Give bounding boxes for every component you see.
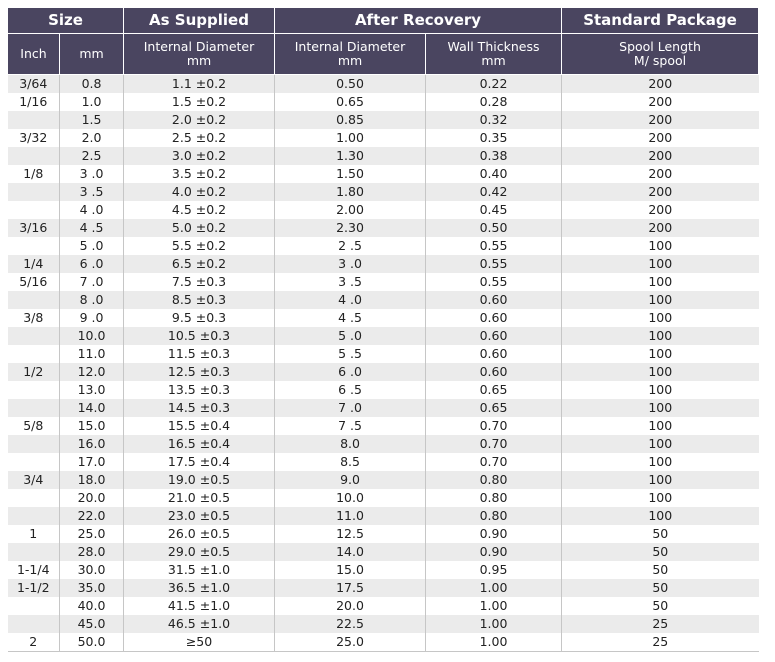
cell-inch: 5/16 [8,273,60,291]
cell-recovered-id: 0.85 [275,111,426,129]
cell-recovered-id: 15.0 [275,561,426,579]
cell-wall-thickness: 0.60 [426,327,562,345]
cell-mm: 9 .0 [60,309,124,327]
cell-wall-thickness: 0.42 [426,183,562,201]
cell-mm: 11.0 [60,345,124,363]
cell-mm: 3 .5 [60,183,124,201]
table-row [8,561,759,579]
table-row [8,255,759,273]
cell-mm: 18.0 [60,471,124,489]
cell-spool-length: 100 [562,273,759,291]
cell-recovered-id: 25.0 [275,633,426,652]
cell-recovered-id: 0.50 [275,75,426,94]
cell-inch: 3/32 [8,129,60,147]
cell-wall-thickness: 0.60 [426,309,562,327]
cell-supplied-id: 36.5 ±1.0 [124,579,275,597]
table-row [8,219,759,237]
cell-supplied-id: 2.0 ±0.2 [124,111,275,129]
cell-mm: 13.0 [60,381,124,399]
cell-mm: 4 .5 [60,219,124,237]
table-row [8,201,759,219]
cell-supplied-id: 6.5 ±0.2 [124,255,275,273]
header-standard-package: Standard Package [562,8,759,34]
table-row [8,147,759,165]
table-row [8,579,759,597]
cell-supplied-id: 5.0 ±0.2 [124,219,275,237]
cell-inch: 3/4 [8,471,60,489]
cell-spool-length: 100 [562,363,759,381]
cell-inch [8,147,60,165]
cell-recovered-id: 6 .5 [275,381,426,399]
cell-mm: 15.0 [60,417,124,435]
cell-spool-length: 100 [562,453,759,471]
cell-inch [8,201,60,219]
table-body [8,75,759,652]
cell-supplied-id: 26.0 ±0.5 [124,525,275,543]
cell-supplied-id: 3.0 ±0.2 [124,147,275,165]
cell-inch [8,381,60,399]
cell-recovered-id: 9.0 [275,471,426,489]
cell-mm: 3 .0 [60,165,124,183]
cell-recovered-id: 8.5 [275,453,426,471]
cell-inch: 2 [8,633,60,652]
cell-mm: 10.0 [60,327,124,345]
cell-wall-thickness: 0.90 [426,543,562,561]
cell-inch [8,183,60,201]
cell-mm: 1.0 [60,93,124,111]
cell-inch [8,327,60,345]
cell-spool-length: 200 [562,183,759,201]
table-row [8,597,759,615]
cell-mm: 17.0 [60,453,124,471]
cell-mm: 12.0 [60,363,124,381]
cell-inch: 3/64 [8,75,60,94]
cell-inch [8,399,60,417]
cell-supplied-id: 10.5 ±0.3 [124,327,275,345]
cell-spool-length: 100 [562,237,759,255]
cell-wall-thickness: 0.80 [426,489,562,507]
cell-supplied-id: 14.5 ±0.3 [124,399,275,417]
spool-length-unit: M/ spool [633,53,687,68]
cell-recovered-id: 7 .0 [275,399,426,417]
cell-inch: 1-1/2 [8,579,60,597]
cell-supplied-id: 41.5 ±1.0 [124,597,275,615]
cell-wall-thickness: 0.55 [426,237,562,255]
table-row [8,543,759,561]
cell-wall-thickness: 0.22 [426,75,562,94]
wall-thickness-label: Wall Thickness [447,39,540,54]
cell-wall-thickness: 0.95 [426,561,562,579]
cell-spool-length: 100 [562,327,759,345]
cell-supplied-id: 2.5 ±0.2 [124,129,275,147]
cell-spool-length: 25 [562,615,759,633]
table-row [8,381,759,399]
cell-recovered-id: 8.0 [275,435,426,453]
cell-supplied-id: 13.5 ±0.3 [124,381,275,399]
cell-inch: 1/16 [8,93,60,111]
cell-inch: 3/8 [8,309,60,327]
cell-wall-thickness: 0.60 [426,363,562,381]
cell-wall-thickness: 0.40 [426,165,562,183]
header-size: Size [8,8,124,34]
cell-supplied-id: ≥50 [124,633,275,652]
cell-supplied-id: 1.1 ±0.2 [124,75,275,94]
cell-spool-length: 50 [562,597,759,615]
cell-recovered-id: 1.80 [275,183,426,201]
cell-wall-thickness: 0.35 [426,129,562,147]
cell-wall-thickness: 0.60 [426,291,562,309]
cell-spool-length: 50 [562,579,759,597]
cell-recovered-id: 14.0 [275,543,426,561]
cell-recovered-id: 4 .0 [275,291,426,309]
cell-wall-thickness: 0.65 [426,381,562,399]
cell-inch: 1 [8,525,60,543]
cell-mm: 5 .0 [60,237,124,255]
cell-inch [8,615,60,633]
cell-mm: 2.5 [60,147,124,165]
cell-wall-thickness: 0.90 [426,525,562,543]
cell-supplied-id: 11.5 ±0.3 [124,345,275,363]
cell-wall-thickness: 1.00 [426,579,562,597]
subheader-supplied-id [124,34,275,75]
cell-spool-length: 100 [562,291,759,309]
cell-inch [8,597,60,615]
table-row [8,183,759,201]
table-row [8,273,759,291]
cell-wall-thickness: 1.00 [426,615,562,633]
cell-spool-length: 100 [562,489,759,507]
cell-spool-length: 100 [562,435,759,453]
cell-mm: 28.0 [60,543,124,561]
table-row [8,309,759,327]
cell-wall-thickness: 0.60 [426,345,562,363]
cell-inch [8,543,60,561]
cell-spool-length: 100 [562,309,759,327]
cell-mm: 50.0 [60,633,124,652]
cell-mm: 35.0 [60,579,124,597]
cell-mm: 0.8 [60,75,124,94]
table-row [8,363,759,381]
table-row [8,507,759,525]
cell-supplied-id: 7.5 ±0.3 [124,273,275,291]
cell-inch [8,507,60,525]
cell-recovered-id: 1.50 [275,165,426,183]
cell-wall-thickness: 0.70 [426,435,562,453]
cell-wall-thickness: 0.55 [426,255,562,273]
cell-mm: 4 .0 [60,201,124,219]
cell-wall-thickness: 0.70 [426,453,562,471]
cell-spool-length: 100 [562,399,759,417]
cell-spool-length: 200 [562,165,759,183]
cell-spool-length: 200 [562,219,759,237]
cell-recovered-id: 3 .5 [275,273,426,291]
cell-spool-length: 200 [562,201,759,219]
cell-recovered-id: 12.5 [275,525,426,543]
subheader-recovered-id [275,34,426,75]
cell-wall-thickness: 0.70 [426,417,562,435]
wall-thickness-unit: mm [481,53,506,68]
cell-spool-length: 100 [562,471,759,489]
cell-recovered-id: 0.65 [275,93,426,111]
cell-mm: 7 .0 [60,273,124,291]
table-row [8,111,759,129]
cell-supplied-id: 21.0 ±0.5 [124,489,275,507]
cell-spool-length: 200 [562,111,759,129]
cell-wall-thickness: 0.50 [426,219,562,237]
cell-supplied-id: 12.5 ±0.3 [124,363,275,381]
cell-mm: 14.0 [60,399,124,417]
table-row [8,417,759,435]
cell-mm: 45.0 [60,615,124,633]
table-row [8,345,759,363]
cell-spool-length: 50 [562,561,759,579]
cell-inch: 5/8 [8,417,60,435]
table-row [8,75,759,94]
cell-recovered-id: 11.0 [275,507,426,525]
cell-wall-thickness: 0.32 [426,111,562,129]
cell-spool-length: 100 [562,345,759,363]
cell-inch [8,453,60,471]
cell-wall-thickness: 0.38 [426,147,562,165]
cell-spool-length: 50 [562,543,759,561]
subheader-wall-thickness [426,34,562,75]
cell-mm: 1.5 [60,111,124,129]
cell-wall-thickness: 0.80 [426,471,562,489]
subheader-inch: Inch [8,34,60,75]
cell-supplied-id: 46.5 ±1.0 [124,615,275,633]
subheader-mm: mm [60,34,124,75]
table-row [8,165,759,183]
table-row [8,489,759,507]
cell-recovered-id: 22.5 [275,615,426,633]
cell-inch: 1/2 [8,363,60,381]
cell-supplied-id: 4.5 ±0.2 [124,201,275,219]
supplied-id-unit: mm [186,53,212,68]
subheader-spool-length [562,34,759,75]
cell-mm: 16.0 [60,435,124,453]
cell-inch [8,435,60,453]
cell-supplied-id: 9.5 ±0.3 [124,309,275,327]
cell-inch [8,291,60,309]
cell-spool-length: 200 [562,75,759,94]
cell-supplied-id: 31.5 ±1.0 [124,561,275,579]
cell-inch: 1/8 [8,165,60,183]
cell-mm: 20.0 [60,489,124,507]
supplied-id-label: Internal Diameter [143,39,255,54]
spec-table-container [7,7,758,662]
cell-recovered-id: 6 .0 [275,363,426,381]
table-row [8,399,759,417]
cell-inch: 1/4 [8,255,60,273]
table-row [8,615,759,633]
recovered-id-label: Internal Diameter [294,39,406,54]
cell-wall-thickness: 0.65 [426,399,562,417]
cell-wall-thickness: 0.45 [426,201,562,219]
cell-supplied-id: 15.5 ±0.4 [124,417,275,435]
cell-recovered-id: 1.00 [275,129,426,147]
heat-shrink-spec-table [7,7,759,652]
cell-supplied-id: 4.0 ±0.2 [124,183,275,201]
cell-mm: 25.0 [60,525,124,543]
recovered-id-unit: mm [337,53,363,68]
cell-wall-thickness: 0.80 [426,507,562,525]
cell-mm: 6 .0 [60,255,124,273]
sub-header-row [8,34,759,75]
cell-spool-length: 100 [562,255,759,273]
cell-inch: 3/16 [8,219,60,237]
cell-supplied-id: 19.0 ±0.5 [124,471,275,489]
cell-mm: 22.0 [60,507,124,525]
cell-supplied-id: 5.5 ±0.2 [124,237,275,255]
cell-supplied-id: 1.5 ±0.2 [124,93,275,111]
spool-length-label: Spool Length [619,39,701,54]
cell-inch [8,237,60,255]
cell-spool-length: 25 [562,633,759,652]
cell-recovered-id: 2.30 [275,219,426,237]
group-header-row [8,8,759,34]
cell-recovered-id: 2 .5 [275,237,426,255]
table-row [8,471,759,489]
table-row [8,291,759,309]
cell-spool-length: 50 [562,525,759,543]
cell-recovered-id: 4 .5 [275,309,426,327]
cell-inch [8,345,60,363]
cell-wall-thickness: 1.00 [426,633,562,652]
header-after-recovery: After Recovery [275,8,562,34]
cell-wall-thickness: 0.28 [426,93,562,111]
cell-recovered-id: 2.00 [275,201,426,219]
cell-recovered-id: 5 .0 [275,327,426,345]
cell-recovered-id: 1.30 [275,147,426,165]
table-row [8,237,759,255]
table-row [8,327,759,345]
header-as-supplied: As Supplied [124,8,275,34]
cell-supplied-id: 3.5 ±0.2 [124,165,275,183]
table-row [8,633,759,652]
cell-mm: 2.0 [60,129,124,147]
table-row [8,453,759,471]
cell-supplied-id: 17.5 ±0.4 [124,453,275,471]
cell-supplied-id: 23.0 ±0.5 [124,507,275,525]
cell-supplied-id: 8.5 ±0.3 [124,291,275,309]
table-row [8,129,759,147]
cell-recovered-id: 5 .5 [275,345,426,363]
cell-recovered-id: 3 .0 [275,255,426,273]
cell-recovered-id: 7 .5 [275,417,426,435]
cell-spool-length: 200 [562,129,759,147]
cell-mm: 8 .0 [60,291,124,309]
cell-inch [8,111,60,129]
cell-spool-length: 100 [562,417,759,435]
cell-supplied-id: 16.5 ±0.4 [124,435,275,453]
cell-mm: 30.0 [60,561,124,579]
cell-inch: 1-1/4 [8,561,60,579]
cell-mm: 40.0 [60,597,124,615]
cell-inch [8,489,60,507]
cell-recovered-id: 20.0 [275,597,426,615]
cell-wall-thickness: 1.00 [426,597,562,615]
table-row [8,435,759,453]
cell-spool-length: 100 [562,381,759,399]
cell-spool-length: 200 [562,147,759,165]
cell-recovered-id: 10.0 [275,489,426,507]
cell-spool-length: 200 [562,93,759,111]
cell-wall-thickness: 0.55 [426,273,562,291]
cell-spool-length: 100 [562,507,759,525]
cell-supplied-id: 29.0 ±0.5 [124,543,275,561]
table-row [8,525,759,543]
cell-recovered-id: 17.5 [275,579,426,597]
table-row [8,93,759,111]
